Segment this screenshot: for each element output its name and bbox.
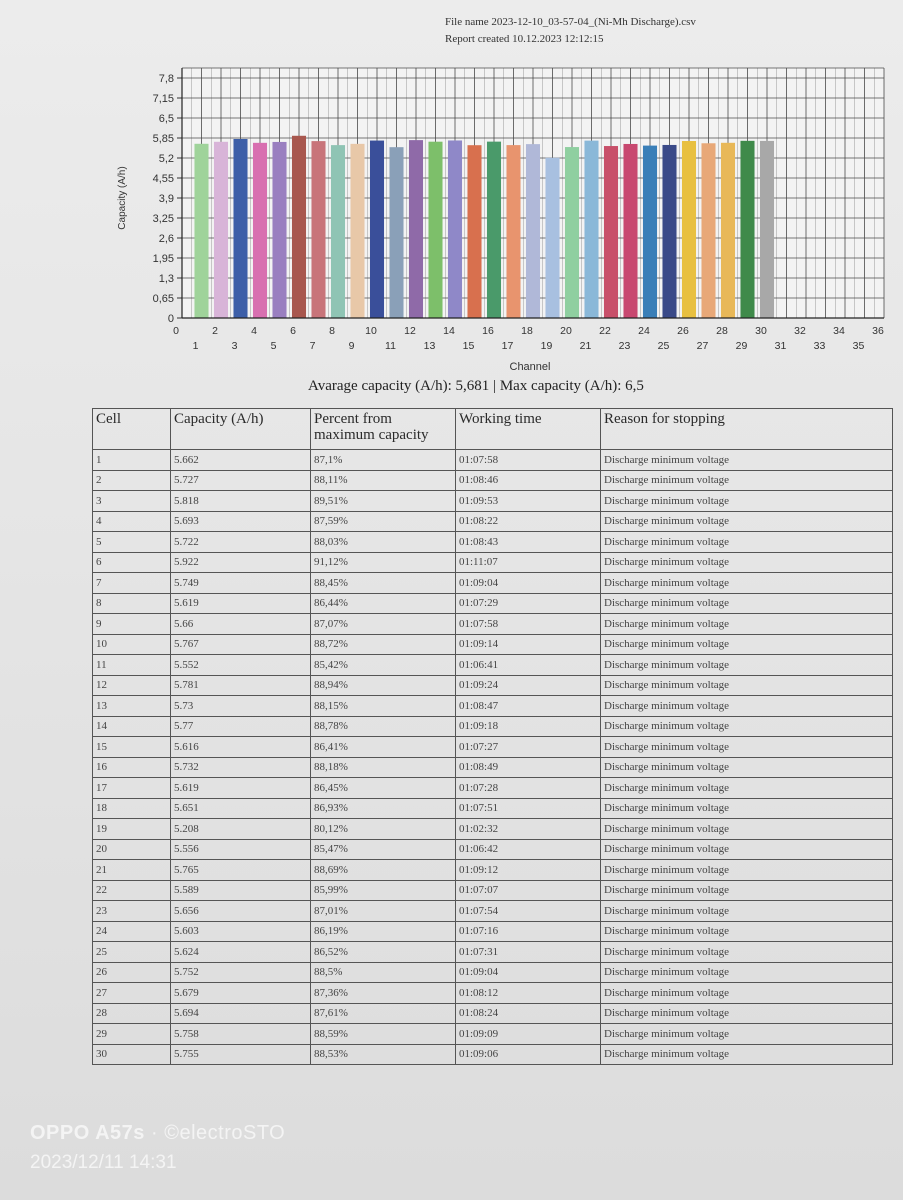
cell-number: 30 (93, 1044, 171, 1065)
cell-reason: Discharge minimum voltage (601, 491, 893, 512)
table-row (93, 655, 893, 676)
cell-percent: 88,72% (311, 634, 456, 655)
bar-channel-4 (253, 143, 267, 318)
cell-reason: Discharge minimum voltage (601, 696, 893, 717)
table-row (93, 1003, 893, 1024)
x-tick-label: 21 (579, 340, 592, 352)
cell-percent: 88,78% (311, 716, 456, 737)
cell-capacity: 5.616 (171, 737, 311, 758)
cell-percent: 87,59% (311, 511, 456, 532)
table-row (93, 634, 893, 655)
y-tick-label: 3,25 (152, 213, 174, 225)
cell-working-time: 01:07:51 (456, 798, 601, 819)
cell-number: 7 (93, 573, 171, 594)
cell-reason: Discharge minimum voltage (601, 511, 893, 532)
x-tick-label: 6 (290, 325, 296, 337)
cell-working-time: 01:07:07 (456, 880, 601, 901)
cell-working-time: 01:08:22 (456, 511, 601, 532)
cell-reason: Discharge minimum voltage (601, 860, 893, 881)
cell-working-time: 01:09:04 (456, 573, 601, 594)
y-tick-label: 5,85 (152, 133, 174, 145)
bar-channel-20 (565, 147, 579, 318)
x-tick-label: 28 (716, 325, 728, 337)
cell-capacity: 5.758 (171, 1024, 311, 1045)
x-tick-label: 34 (833, 325, 845, 337)
bar-channel-13 (428, 142, 442, 318)
cell-percent: 88,03% (311, 532, 456, 553)
x-tick-label: 26 (677, 325, 689, 337)
y-tick-label: 5,2 (158, 153, 174, 165)
cell-working-time: 01:08:49 (456, 757, 601, 778)
cell-working-time: 01:07:31 (456, 942, 601, 963)
cell-working-time: 01:07:28 (456, 778, 601, 799)
bar-channel-21 (584, 141, 598, 318)
y-tick-label: 3,9 (158, 193, 174, 205)
bar-channel-14 (448, 140, 462, 318)
cell-capacity: 5.624 (171, 942, 311, 963)
cell-reason: Discharge minimum voltage (601, 880, 893, 901)
cell-reason: Discharge minimum voltage (601, 1044, 893, 1065)
cell-reason: Discharge minimum voltage (601, 1003, 893, 1024)
x-tick-label: 8 (329, 325, 335, 337)
cell-capacity: 5.679 (171, 983, 311, 1004)
cell-percent: 87,61% (311, 1003, 456, 1024)
bar-channel-11 (389, 147, 403, 318)
cell-capacity: 5.727 (171, 470, 311, 491)
table-row (93, 470, 893, 491)
x-tick-label: 10 (365, 325, 377, 337)
cell-number: 23 (93, 901, 171, 922)
cell-number: 10 (93, 634, 171, 655)
bar-channel-1 (194, 144, 208, 318)
bar-channel-8 (331, 145, 345, 318)
cell-reason: Discharge minimum voltage (601, 470, 893, 491)
cell-number: 25 (93, 942, 171, 963)
table-row (93, 921, 893, 942)
x-tick-label: 32 (794, 325, 806, 337)
cell-percent: 87,36% (311, 983, 456, 1004)
table-row (93, 819, 893, 840)
cell-capacity: 5.765 (171, 860, 311, 881)
cell-capacity: 5.73 (171, 696, 311, 717)
cell-working-time: 01:09:04 (456, 962, 601, 983)
cell-percent: 86,52% (311, 942, 456, 963)
x-tick-label: 15 (462, 340, 475, 352)
cell-reason: Discharge minimum voltage (601, 1024, 893, 1045)
cell-percent: 80,12% (311, 819, 456, 840)
x-tick-label: 25 (657, 340, 670, 352)
cell-number: 21 (93, 860, 171, 881)
cell-working-time: 01:09:24 (456, 675, 601, 696)
cell-reason: Discharge minimum voltage (601, 839, 893, 860)
cell-working-time: 01:09:06 (456, 1044, 601, 1065)
cell-capacity: 5.552 (171, 655, 311, 676)
x-tick-label: 0 (173, 325, 179, 337)
y-tick-label: 4,55 (152, 173, 174, 185)
bar-channel-10 (370, 141, 384, 318)
cell-percent: 86,44% (311, 593, 456, 614)
bar-channel-12 (409, 140, 423, 318)
cell-working-time: 01:07:54 (456, 901, 601, 922)
bar-channel-6 (292, 136, 306, 318)
cell-reason: Discharge minimum voltage (601, 737, 893, 758)
x-tick-label: 1 (192, 340, 199, 352)
table-row (93, 614, 893, 635)
x-tick-label: 7 (309, 340, 316, 352)
cell-percent: 88,18% (311, 757, 456, 778)
table-row (93, 901, 893, 922)
camera-watermark (30, 1122, 285, 1145)
bar-channel-3 (233, 139, 247, 318)
cell-capacity: 5.818 (171, 491, 311, 512)
col-header-percent: Percent from maximum capacity (311, 409, 456, 450)
x-tick-label: 13 (423, 340, 436, 352)
watermark-separator: · (150, 1122, 159, 1144)
bar-channel-5 (272, 142, 286, 318)
x-tick-label: 17 (501, 340, 514, 352)
cell-working-time: 01:06:42 (456, 839, 601, 860)
cell-percent: 88,94% (311, 675, 456, 696)
x-tick-label: 36 (872, 325, 884, 337)
bar-channel-23 (623, 144, 637, 318)
cell-reason: Discharge minimum voltage (601, 962, 893, 983)
cell-capacity: 5.619 (171, 593, 311, 614)
x-tick-label: 5 (270, 340, 277, 352)
x-tick-label: 18 (521, 325, 533, 337)
y-tick-label: 2,6 (158, 233, 174, 245)
cell-percent: 87,01% (311, 901, 456, 922)
table-row (93, 532, 893, 553)
report-created: Report created 10.12.2023 12:12:15 (445, 33, 604, 45)
cell-percent: 88,15% (311, 696, 456, 717)
table-row (93, 983, 893, 1004)
cell-working-time: 01:07:58 (456, 614, 601, 635)
table-row (93, 798, 893, 819)
cell-capacity: 5.589 (171, 880, 311, 901)
bar-channel-27 (701, 143, 715, 318)
table-row (93, 552, 893, 573)
file-name: File name 2023-12-10_03-57-04_(Ni-Mh Discharge).csv (445, 16, 696, 28)
cell-reason: Discharge minimum voltage (601, 778, 893, 799)
cell-reason: Discharge minimum voltage (601, 921, 893, 942)
cell-number: 11 (93, 655, 171, 676)
table-row (93, 942, 893, 963)
cell-reason: Discharge minimum voltage (601, 819, 893, 840)
bar-channel-29 (740, 141, 754, 318)
cell-capacity: 5.651 (171, 798, 311, 819)
cell-reason: Discharge minimum voltage (601, 614, 893, 635)
cell-number: 27 (93, 983, 171, 1004)
bar-channel-19 (545, 158, 559, 318)
bar-channel-2 (214, 142, 228, 318)
table-header-row (93, 409, 893, 450)
cell-reason: Discharge minimum voltage (601, 983, 893, 1004)
x-tick-label: 20 (560, 325, 572, 337)
cell-reason: Discharge minimum voltage (601, 573, 893, 594)
col-header-working-time: Working time (456, 409, 601, 450)
cell-number: 14 (93, 716, 171, 737)
cell-number: 16 (93, 757, 171, 778)
x-tick-label: 11 (385, 340, 396, 352)
x-tick-label: 14 (443, 325, 455, 337)
table-row (93, 962, 893, 983)
table-row (93, 511, 893, 532)
x-tick-label: 30 (755, 325, 767, 337)
col-header-capacity: Capacity (A/h) (171, 409, 311, 450)
bar-channel-7 (311, 141, 325, 318)
y-tick-label: 7,8 (158, 73, 174, 85)
cell-percent: 87,07% (311, 614, 456, 635)
cell-number: 12 (93, 675, 171, 696)
cell-number: 17 (93, 778, 171, 799)
x-tick-label: 27 (696, 340, 709, 352)
cell-working-time: 01:09:12 (456, 860, 601, 881)
cell-working-time: 01:02:32 (456, 819, 601, 840)
cell-working-time: 01:07:16 (456, 921, 601, 942)
cell-percent: 85,42% (311, 655, 456, 676)
bar-channel-28 (721, 143, 735, 318)
cell-capacity: 5.603 (171, 921, 311, 942)
cell-capacity: 5.208 (171, 819, 311, 840)
x-tick-label: 22 (599, 325, 611, 337)
table-row (93, 757, 893, 778)
table-row (93, 450, 893, 471)
cell-percent: 86,19% (311, 921, 456, 942)
cell-working-time: 01:09:14 (456, 634, 601, 655)
cell-number: 8 (93, 593, 171, 614)
cell-working-time: 01:11:07 (456, 552, 601, 573)
bar-channel-22 (604, 146, 618, 318)
table-row (93, 737, 893, 758)
bar-channel-15 (467, 145, 481, 318)
table-row (93, 675, 893, 696)
watermark-datetime: 2023/12/11 14:31 (30, 1152, 177, 1173)
cell-capacity: 5.694 (171, 1003, 311, 1024)
cell-reason: Discharge minimum voltage (601, 450, 893, 471)
table-row (93, 880, 893, 901)
cell-percent: 89,51% (311, 491, 456, 512)
cell-capacity: 5.656 (171, 901, 311, 922)
cell-working-time: 01:08:12 (456, 983, 601, 1004)
x-tick-label: 12 (404, 325, 416, 337)
table-row (93, 778, 893, 799)
bar-channel-30 (760, 141, 774, 318)
cell-percent: 88,5% (311, 962, 456, 983)
cell-reason: Discharge minimum voltage (601, 634, 893, 655)
cell-percent: 85,47% (311, 839, 456, 860)
cell-percent: 87,1% (311, 450, 456, 471)
cell-working-time: 01:08:24 (456, 1003, 601, 1024)
cell-percent: 86,93% (311, 798, 456, 819)
cell-percent: 91,12% (311, 552, 456, 573)
x-tick-label: 31 (774, 340, 787, 352)
y-tick-label: 0,65 (152, 293, 174, 305)
cell-capacity: 5.767 (171, 634, 311, 655)
cell-percent: 86,45% (311, 778, 456, 799)
cell-percent: 88,45% (311, 573, 456, 594)
bar-channel-9 (350, 144, 364, 318)
bar-channel-16 (487, 142, 501, 318)
col-header-reason: Reason for stopping (601, 409, 893, 450)
capacity-summary: Avarage capacity (A/h): 5,681 | Max capacity (A/h): 6,5 (308, 378, 644, 394)
cell-working-time: 01:06:41 (456, 655, 601, 676)
cell-number: 28 (93, 1003, 171, 1024)
cell-number: 1 (93, 450, 171, 471)
table-row (93, 696, 893, 717)
cell-reason: Discharge minimum voltage (601, 942, 893, 963)
bar-channel-17 (506, 145, 520, 318)
table-row (93, 839, 893, 860)
cell-number: 19 (93, 819, 171, 840)
cell-percent: 88,59% (311, 1024, 456, 1045)
cell-capacity: 5.732 (171, 757, 311, 778)
cell-working-time: 01:09:18 (456, 716, 601, 737)
y-tick-label: 1,3 (158, 273, 174, 285)
watermark-brand: OPPO A57s (30, 1122, 145, 1144)
col-header-cell: Cell (93, 409, 171, 450)
cell-percent: 88,11% (311, 470, 456, 491)
table-row (93, 1024, 893, 1045)
cell-working-time: 01:07:27 (456, 737, 601, 758)
cell-reason: Discharge minimum voltage (601, 757, 893, 778)
cell-working-time: 01:08:47 (456, 696, 601, 717)
cell-capacity: 5.619 (171, 778, 311, 799)
cell-percent: 88,69% (311, 860, 456, 881)
cell-reason: Discharge minimum voltage (601, 798, 893, 819)
cell-number: 3 (93, 491, 171, 512)
x-tick-label: 29 (735, 340, 748, 352)
cell-working-time: 01:07:29 (456, 593, 601, 614)
cell-capacity: 5.781 (171, 675, 311, 696)
cell-capacity: 5.77 (171, 716, 311, 737)
cell-working-time: 01:08:43 (456, 532, 601, 553)
table-row (93, 860, 893, 881)
table-row (93, 593, 893, 614)
cell-reason: Discharge minimum voltage (601, 655, 893, 676)
x-tick-label: 33 (813, 340, 826, 352)
table-row (93, 491, 893, 512)
cell-number: 2 (93, 470, 171, 491)
x-tick-label: 2 (212, 325, 218, 337)
cell-percent: 86,41% (311, 737, 456, 758)
cell-working-time: 01:08:46 (456, 470, 601, 491)
y-tick-label: 6,5 (158, 113, 174, 125)
x-tick-label: 23 (618, 340, 631, 352)
cell-reason: Discharge minimum voltage (601, 675, 893, 696)
cell-capacity: 5.662 (171, 450, 311, 471)
x-tick-label: 3 (231, 340, 238, 352)
cell-capacity: 5.755 (171, 1044, 311, 1065)
x-tick-label: 4 (251, 325, 257, 337)
cell-number: 5 (93, 532, 171, 553)
cell-number: 6 (93, 552, 171, 573)
cell-capacity: 5.66 (171, 614, 311, 635)
cell-capacity: 5.693 (171, 511, 311, 532)
x-tick-label: 9 (348, 340, 355, 352)
cell-number: 20 (93, 839, 171, 860)
cell-number: 9 (93, 614, 171, 635)
cell-number: 15 (93, 737, 171, 758)
cell-reason: Discharge minimum voltage (601, 901, 893, 922)
cell-capacity: 5.722 (171, 532, 311, 553)
cell-number: 29 (93, 1024, 171, 1045)
y-axis-title: Capacity (A/h) (117, 166, 128, 230)
cell-reason: Discharge minimum voltage (601, 532, 893, 553)
cell-number: 24 (93, 921, 171, 942)
cell-working-time: 01:07:58 (456, 450, 601, 471)
cell-number: 22 (93, 880, 171, 901)
x-tick-label: 24 (638, 325, 650, 337)
cell-reason: Discharge minimum voltage (601, 593, 893, 614)
cell-number: 13 (93, 696, 171, 717)
cell-capacity: 5.556 (171, 839, 311, 860)
cell-capacity: 5.752 (171, 962, 311, 983)
cell-reason: Discharge minimum voltage (601, 716, 893, 737)
x-tick-label: 35 (852, 340, 865, 352)
cell-results-table (92, 408, 893, 1065)
cell-number: 26 (93, 962, 171, 983)
y-tick-label: 0 (167, 313, 174, 325)
table-row (93, 1044, 893, 1065)
x-tick-label: 19 (540, 340, 553, 352)
cell-capacity: 5.749 (171, 573, 311, 594)
watermark-handle: ©electroSTO (164, 1122, 286, 1144)
cell-capacity: 5.922 (171, 552, 311, 573)
cell-number: 18 (93, 798, 171, 819)
cell-reason: Discharge minimum voltage (601, 552, 893, 573)
bar-channel-25 (662, 145, 676, 318)
cell-percent: 88,53% (311, 1044, 456, 1065)
bar-channel-18 (526, 144, 540, 318)
bar-channel-24 (643, 146, 657, 318)
table-row (93, 573, 893, 594)
y-tick-label: 1,95 (152, 253, 174, 265)
bar-channel-26 (682, 141, 696, 318)
cell-working-time: 01:09:09 (456, 1024, 601, 1045)
table-row (93, 716, 893, 737)
x-tick-label: 16 (482, 325, 494, 337)
capacity-bar-chart (0, 0, 903, 380)
cell-percent: 85,99% (311, 880, 456, 901)
x-axis-title: Channel (509, 361, 551, 373)
cell-number: 4 (93, 511, 171, 532)
y-tick-label: 7,15 (152, 93, 174, 105)
cell-working-time: 01:09:53 (456, 491, 601, 512)
